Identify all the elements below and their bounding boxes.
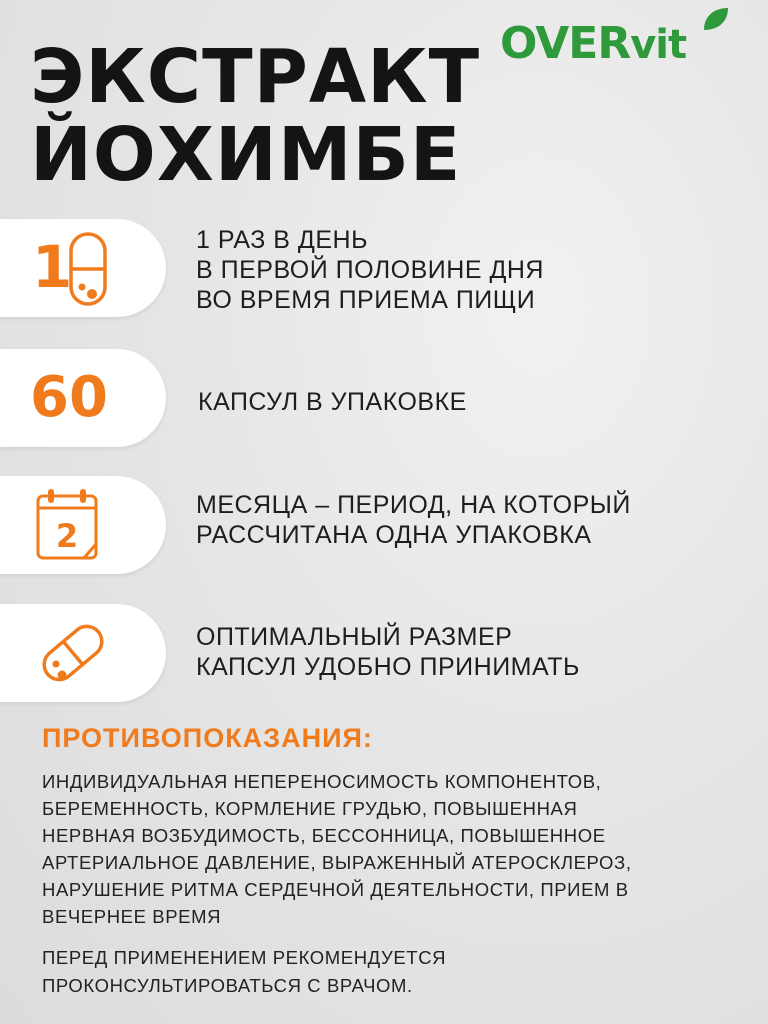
capsule-tilted-icon: [34, 614, 112, 692]
logo-text: OVER: [500, 18, 631, 69]
feature-line: МЕСЯЦА – ПЕРИОД, НА КОТОРЫЙ: [196, 491, 631, 519]
badge-number: 60: [30, 365, 108, 430]
brand-logo: [500, 16, 752, 76]
contraindications-heading: ПРОТИВОПОКАЗАНИЯ:: [42, 723, 373, 753]
leaf-icon: [700, 6, 730, 34]
feature-dosage: [0, 219, 768, 319]
logo-suffix: vit: [630, 22, 687, 68]
feature-line: РАССЧИТАНА ОДНА УПАКОВКА: [196, 521, 592, 549]
feature-text: [198, 387, 467, 417]
feature-capsule-size: [0, 604, 768, 704]
advice-text: ПЕРЕД ПРИМЕНЕНИЕМ РЕКОМЕНДУЕТСЯ ПРОКОНСУЛЬТИРОВАТЬСЯ С ВРАЧОМ.: [42, 947, 447, 996]
feature-badge: [0, 476, 166, 574]
feature-text: [196, 490, 631, 550]
feature-duration: [0, 476, 768, 576]
page-title: [30, 34, 481, 198]
feature-badge: [0, 349, 166, 447]
badge-number: 1: [32, 233, 73, 301]
feature-badge: [0, 604, 166, 702]
feature-line: В ПЕРВОЙ ПОЛОВИНЕ ДНЯ: [196, 256, 544, 284]
calendar-icon: [34, 486, 104, 564]
title-line-1: ЭКСТРАКТ: [30, 34, 481, 120]
capsule-icon: [68, 231, 108, 307]
feature-line: ОПТИМАЛЬНЫЙ РАЗМЕР: [196, 623, 513, 651]
title-line-2: ЙОХИМБЕ: [30, 112, 462, 198]
feature-capsule-count: [0, 349, 768, 449]
feature-line: КАПСУЛ В УПАКОВКЕ: [198, 388, 467, 416]
feature-text: [196, 622, 580, 682]
calendar-number: 2: [55, 517, 79, 555]
contraindications-text: ИНДИВИДУАЛЬНАЯ НЕПЕРЕНОСИМОСТЬ КОМПОНЕНТОВ, БЕРЕМЕННОСТЬ, КОРМЛЕНИЕ ГРУДЬЮ, ПОВЫШЕННАЯ НЕРВНАЯ ВОЗБУДИМОСТЬ, БЕССОННИЦА, ПОВЫШЕННОЕ АРТЕРИАЛЬНОЕ ДАВЛЕНИЕ, ВЫРАЖЕННЫЙ АТЕРОСКЛЕРОЗ, НАРУШЕНИЕ РИТМА СЕРДЕЧНОЙ ДЕЯТЕЛЬНОСТИ, ПРИЕМ В ВЕЧЕРНЕЕ ВРЕМЯ: [42, 771, 632, 927]
feature-line: КАПСУЛ УДОБНО ПРИНИМАТЬ: [196, 653, 580, 681]
feature-badge: [0, 219, 166, 317]
feature-line: ВО ВРЕМЯ ПРИЕМА ПИЩИ: [196, 286, 536, 314]
feature-text: [196, 225, 544, 315]
feature-line: 1 РАЗ В ДЕНЬ: [196, 226, 368, 254]
